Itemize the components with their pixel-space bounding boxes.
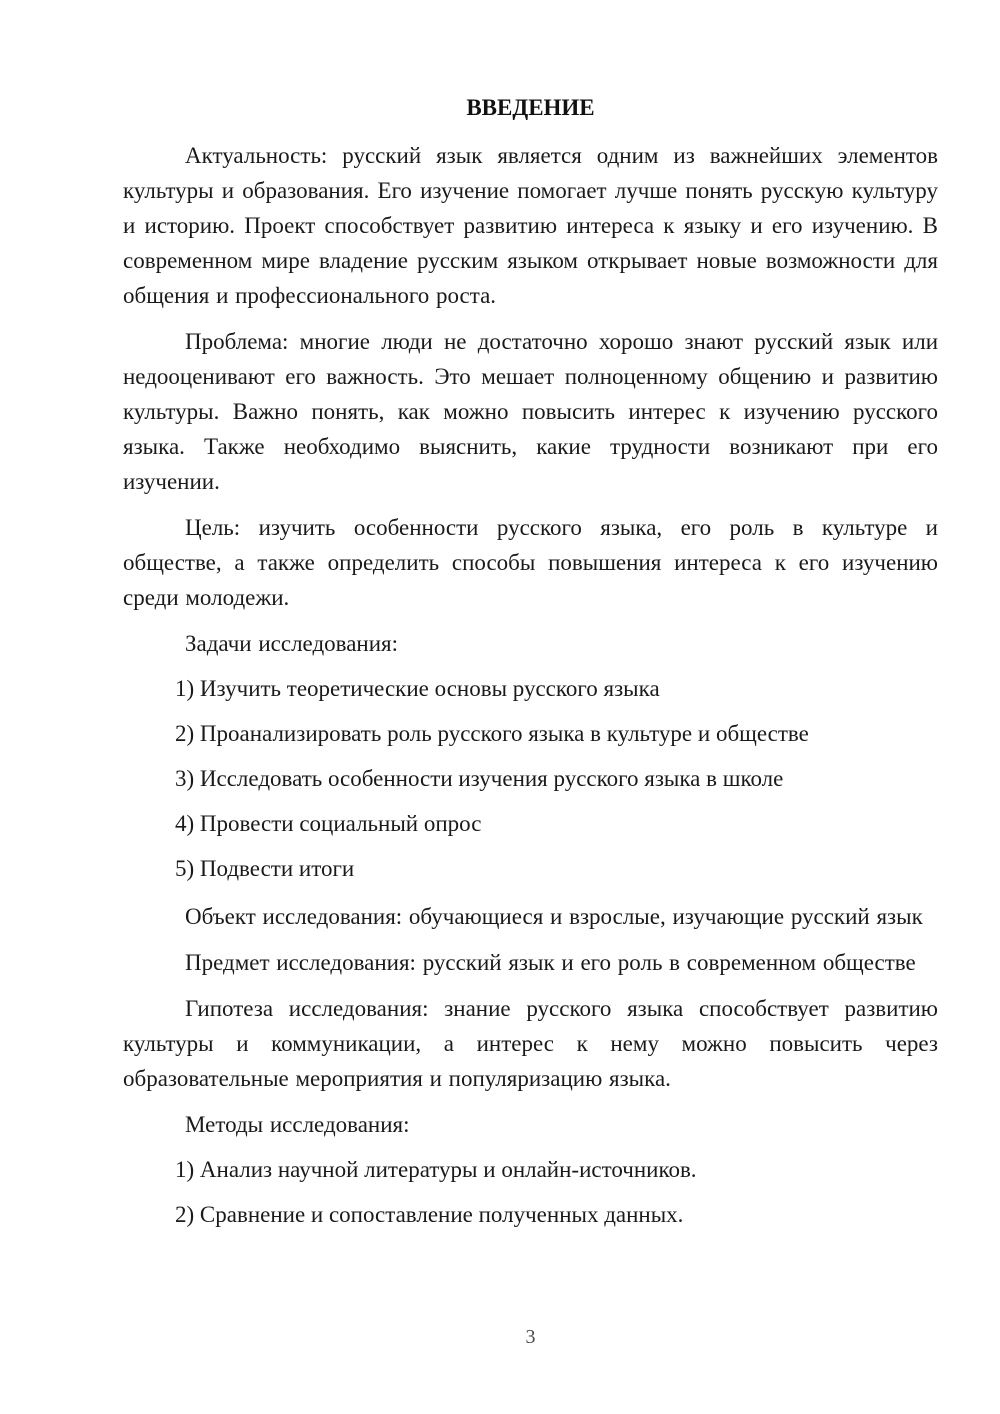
paragraph-object: Объект исследования: обучающиеся и взрослые, изучающие русский язык bbox=[185, 904, 923, 929]
task-item-3: 3) Исследовать особенности изучения русского языка в школе bbox=[175, 766, 784, 791]
task-item-1: 1) Изучить теоретические основы русского языка bbox=[175, 676, 660, 701]
paragraph-hypothesis: Гипотеза исследования: знание русского языка способствует развитию культуры и коммуникации, а интерес к нему можно повысить через образовательные мероприятия и популяризацию языка. bbox=[123, 996, 938, 1091]
task-item-4: 4) Провести социальный опрос bbox=[175, 811, 482, 836]
paragraph-relevance: Актуальность: русский язык является одним из важнейших элементов культуры и образования. Его изучение помогает лучше понять русскую культуру и историю. Проект способствует развитию интереса к языку и его изучению. В современном мире владение русским языком открывает новые возможности для общения и профессионального роста. bbox=[123, 143, 938, 308]
method-item-1: 1) Анализ научной литературы и онлайн-источников. bbox=[175, 1157, 697, 1182]
paragraph-tasks-heading: Задачи исследования: bbox=[185, 631, 399, 656]
paragraph-methods-heading: Методы исследования: bbox=[185, 1112, 410, 1137]
page-number: 3 bbox=[525, 1326, 536, 1348]
task-item-2: 2) Проанализировать роль русского языка в культуре и обществе bbox=[175, 721, 809, 746]
tasks-list bbox=[123, 671, 938, 886]
paragraph-subject: Предмет исследования: русский язык и его роль в современном обществе bbox=[185, 950, 916, 975]
paragraph-problem: Проблема: многие люди не достаточно хорошо знают русский язык или недооценивают его важность. Это мешает полноценному общению и развитию культуры. Важно понять, как можно повысить интерес к изучению русского языка. Также необходимо выяснить, какие трудности возникают при его изучении. bbox=[123, 329, 938, 494]
page-title: ВВЕДЕНИЕ bbox=[466, 95, 595, 120]
task-item-5: 5) Подвести итоги bbox=[175, 856, 355, 881]
paragraph-goal: Цель: изучить особенности русского языка, его роль в культуре и обществе, а также определить способы повышения интереса к его изучению среди молодежи. bbox=[123, 515, 938, 610]
method-item-2: 2) Сравнение и сопоставление полученных данных. bbox=[175, 1202, 684, 1227]
methods-list bbox=[123, 1152, 938, 1232]
